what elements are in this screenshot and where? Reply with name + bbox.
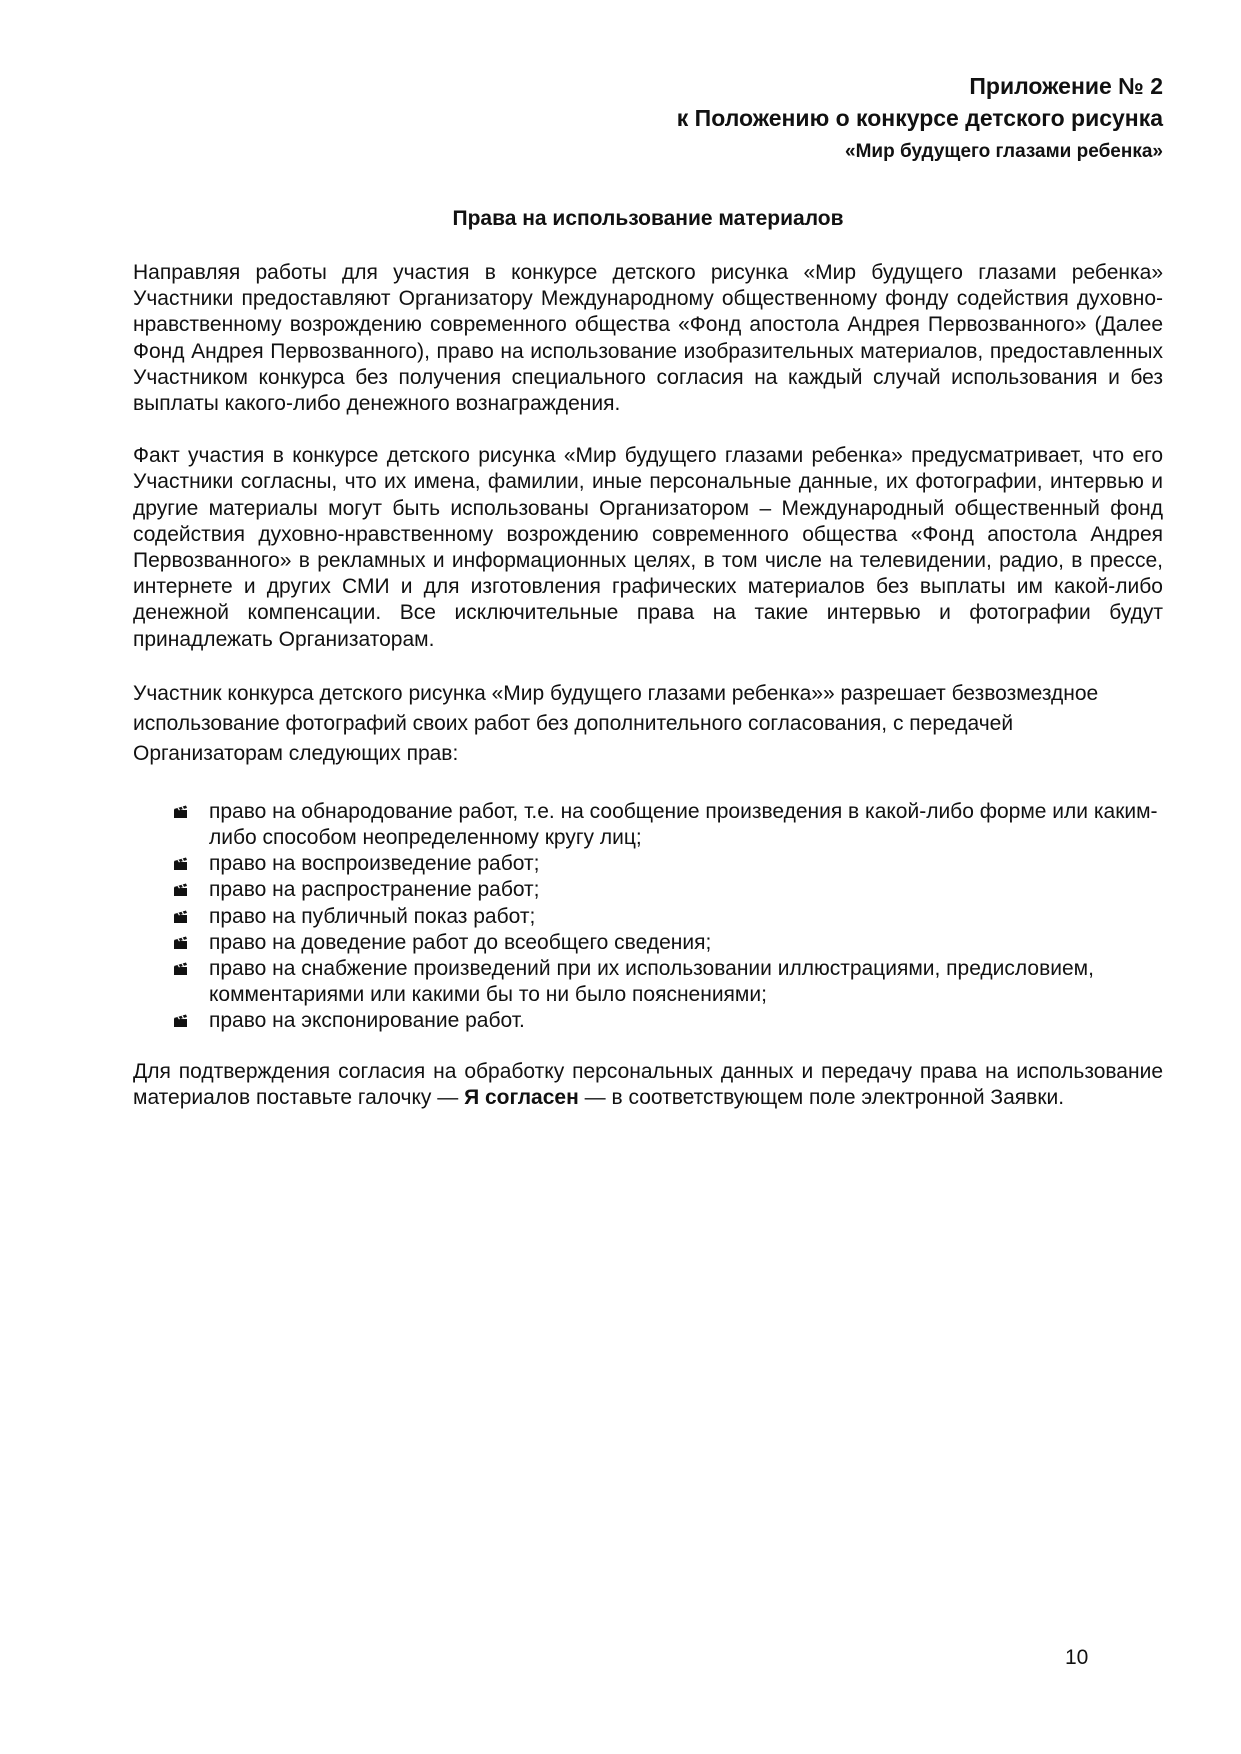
- list-item: [133, 904, 1163, 930]
- clapperboard-icon: [173, 883, 189, 897]
- consent-phrase: Я согласен: [464, 1085, 579, 1109]
- list-item: [133, 877, 1163, 903]
- paragraph-rights-grant: Направляя работы для участия в конкурсе детского рисунка «Мир будущего глазами ребенка» Участники предоставляют Организатору Международному общественному фонду содействия духовно-нравственному возрождению современного общества «Фонд апостола Андрея Первозванного» (Далее Фонд Андрея Первозванного), право на использование изобразительных материалов, предоставленных Участником конкурса без получения специального согласия на каждый случай использования и без выплаты какого-либо денежного вознаграждения.: [133, 261, 1163, 416]
- list-item: [133, 799, 1163, 851]
- paragraph-participation-consent: Факт участия в конкурсе детского рисунка «Мир будущего глазами ребенка» предусматривает, что его Участники согласны, что их имена, фамилии, иные персональные данные, их фотографии, интервью и другие материалы могут быть использованы Организатором – Международный общественный фонд содействия духовно-нравственному возрождению современного общества «Фонд апостола Андрея Первозванного» в рекламных и информационных целях, в том числе на телевидении, радио, в прессе, интернете и других СМИ и для изготовления графических материалов без выплаты им какой-либо денежной компенсации. Все исключительные права на такие интервью и фотографии будут принадлежать Организаторам.: [133, 444, 1163, 651]
- list-item-text: право на публичный показ работ;: [209, 904, 536, 928]
- clapperboard-icon: [173, 962, 189, 976]
- document-page: [133, 70, 1163, 1111]
- consent-text-after: — в соответствующем поле электронной Заявки.: [578, 1085, 1065, 1109]
- list-item-text: право на воспроизведение работ;: [209, 852, 540, 876]
- clapperboard-icon: [173, 1014, 189, 1028]
- list-item-text: право на обнародование работ, т.е. на сообщение произведения в какой-либо форме или каким-либо способом неопределенному кругу лиц;: [209, 799, 1158, 850]
- list-item: [133, 930, 1163, 956]
- appendix-label: Приложение № 2: [969, 73, 1163, 99]
- regulation-reference: к Положению о конкурсе детского рисунка: [676, 105, 1163, 131]
- list-item: [133, 1008, 1163, 1034]
- list-item: [133, 956, 1163, 1008]
- list-item-text: право на доведение работ до всеобщего сведения;: [209, 930, 712, 954]
- list-item-text: право на экспонирование работ.: [209, 1009, 525, 1033]
- list-item-text: право на снабжение произведений при их использовании иллюстрациями, предисловием, комментариями или какими бы то ни было пояснениями;: [209, 957, 1094, 1007]
- contest-name: «Мир будущего глазами ребенка»: [845, 141, 1163, 162]
- page-number: 10: [1065, 1646, 1089, 1669]
- list-item-text: право на распространение работ;: [209, 878, 540, 902]
- document-title: Права на использование материалов: [452, 207, 844, 230]
- document-header: [133, 70, 1163, 166]
- clapperboard-icon: [173, 910, 189, 924]
- paragraph-consent-instruction: [133, 1059, 1163, 1111]
- rights-list: [133, 799, 1163, 1035]
- clapperboard-icon: [173, 857, 189, 871]
- clapperboard-icon: [173, 805, 189, 819]
- clapperboard-icon: [173, 936, 189, 950]
- paragraph-photo-permission: Участник конкурса детского рисунка «Мир будущего глазами ребенка»» разрешает безвозмездное использование фотографий своих работ без дополнительного согласования, с передачей Организаторам следующих прав:: [133, 681, 1099, 765]
- consent-text-before: Для подтверждения согласия на обработку персональных данных и передачу права на использование материалов поставьте галочку —: [133, 1059, 1163, 1109]
- list-item: [133, 851, 1163, 877]
